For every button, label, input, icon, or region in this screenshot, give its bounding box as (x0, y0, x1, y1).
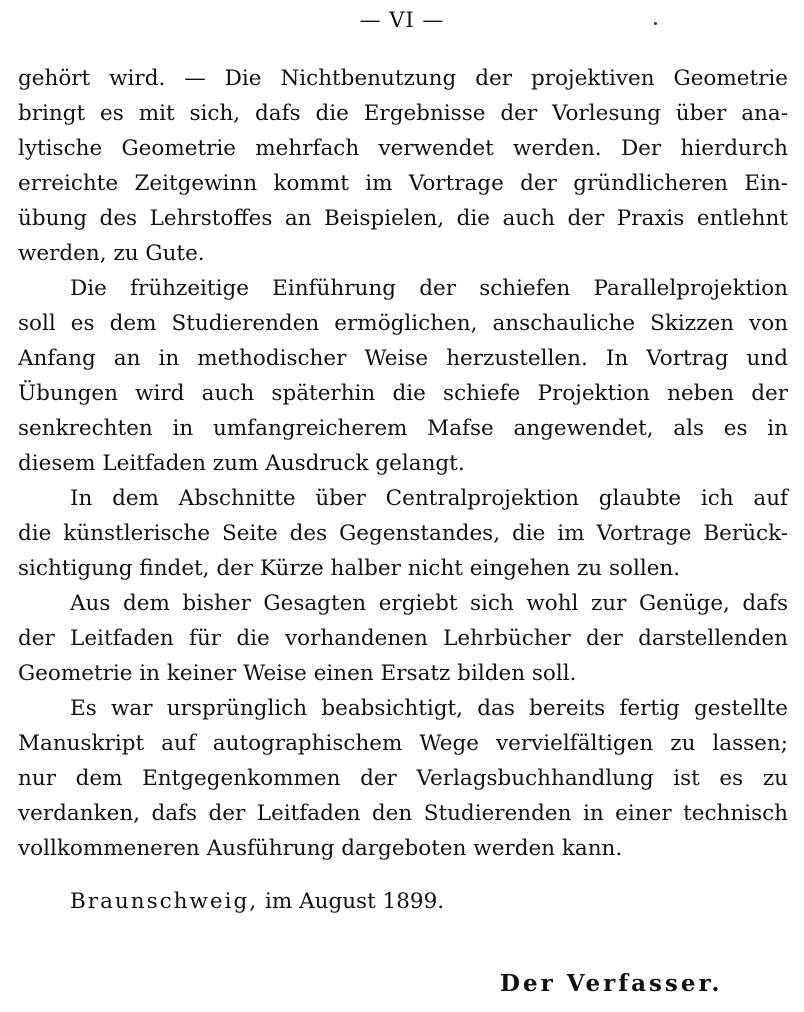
place-and-date (70, 884, 444, 919)
text-line: vollkommeneren Ausführung dargeboten werden kann. (18, 836, 623, 861)
paragraph-2 (18, 271, 788, 481)
text-line: die künstlerische Seite des Gegenstandes, die im Vortrage Berück- (18, 521, 788, 546)
text-line: In dem Abschnitte über Centralprojektion glaubte ich auf (70, 486, 788, 511)
text-line: nur dem Entgegenkommen der Verlagsbuchhandlung ist es zu (18, 766, 788, 791)
paragraph-4 (18, 586, 788, 691)
text-line: Geometrie in keiner Weise einen Ersatz bilden soll. (18, 661, 577, 686)
place: Braunschweig, (70, 889, 259, 914)
text-line: senkrechten in umfangreicherem Mafse angewendet, als es in (18, 416, 788, 441)
text-line: übung des Lehrstoffes an Beispielen, die auch der Praxis entlehnt (18, 206, 788, 231)
preface-body (18, 61, 788, 866)
text-line: gehört wird. — Die Nichtbenutzung der projektiven Geometrie (18, 66, 788, 91)
print-speck (654, 22, 657, 25)
text-line: Anfang an in methodischer Weise herzustellen. In Vortrag und (18, 346, 788, 371)
text-line: Die frühzeitige Einführung der schiefen Parallelprojektion (70, 276, 788, 301)
text-line: der Leitfaden für die vorhandenen Lehrbücher der darstellenden (18, 626, 788, 651)
page-number: — VI — (359, 8, 445, 32)
date: im August 1899. (264, 889, 445, 914)
text-line: bringt es mit sich, dafs die Ergebnisse der Vorlesung über ana- (18, 101, 788, 126)
text-line: Aus dem bisher Gesagten ergiebt sich wohl zur Genüge, dafs (70, 591, 788, 616)
text-line: verdanken, dafs der Leitfaden den Studierenden in einer technisch (18, 801, 788, 826)
paragraph-3 (18, 481, 788, 586)
text-line: Es war ursprünglich beabsichtigt, das bereits fertig gestellte (70, 696, 788, 721)
text-line: soll es dem Studierenden ermöglichen, anschauliche Skizzen von (18, 311, 788, 336)
text-line: sichtigung findet, der Kürze halber nicht eingehen zu sollen. (18, 556, 681, 581)
text-line: werden, zu Gute. (18, 241, 205, 266)
paragraph-1 (18, 61, 788, 271)
text-line: Übungen wird auch späterhin die schiefe Projektion neben der (18, 381, 788, 406)
text-line: Manuskript auf autographischem Wege vervielfältigen zu lassen; (18, 731, 788, 756)
author-signature: Der Verfasser. (500, 970, 723, 997)
text-line: erreichte Zeitgewinn kommt im Vortrage der gründlicheren Ein- (18, 171, 788, 196)
text-line: diesem Leitfaden zum Ausdruck gelangt. (18, 451, 465, 476)
paragraph-5 (18, 691, 788, 866)
text-line: lytische Geometrie mehrfach verwendet werden. Der hierdurch (18, 136, 788, 161)
